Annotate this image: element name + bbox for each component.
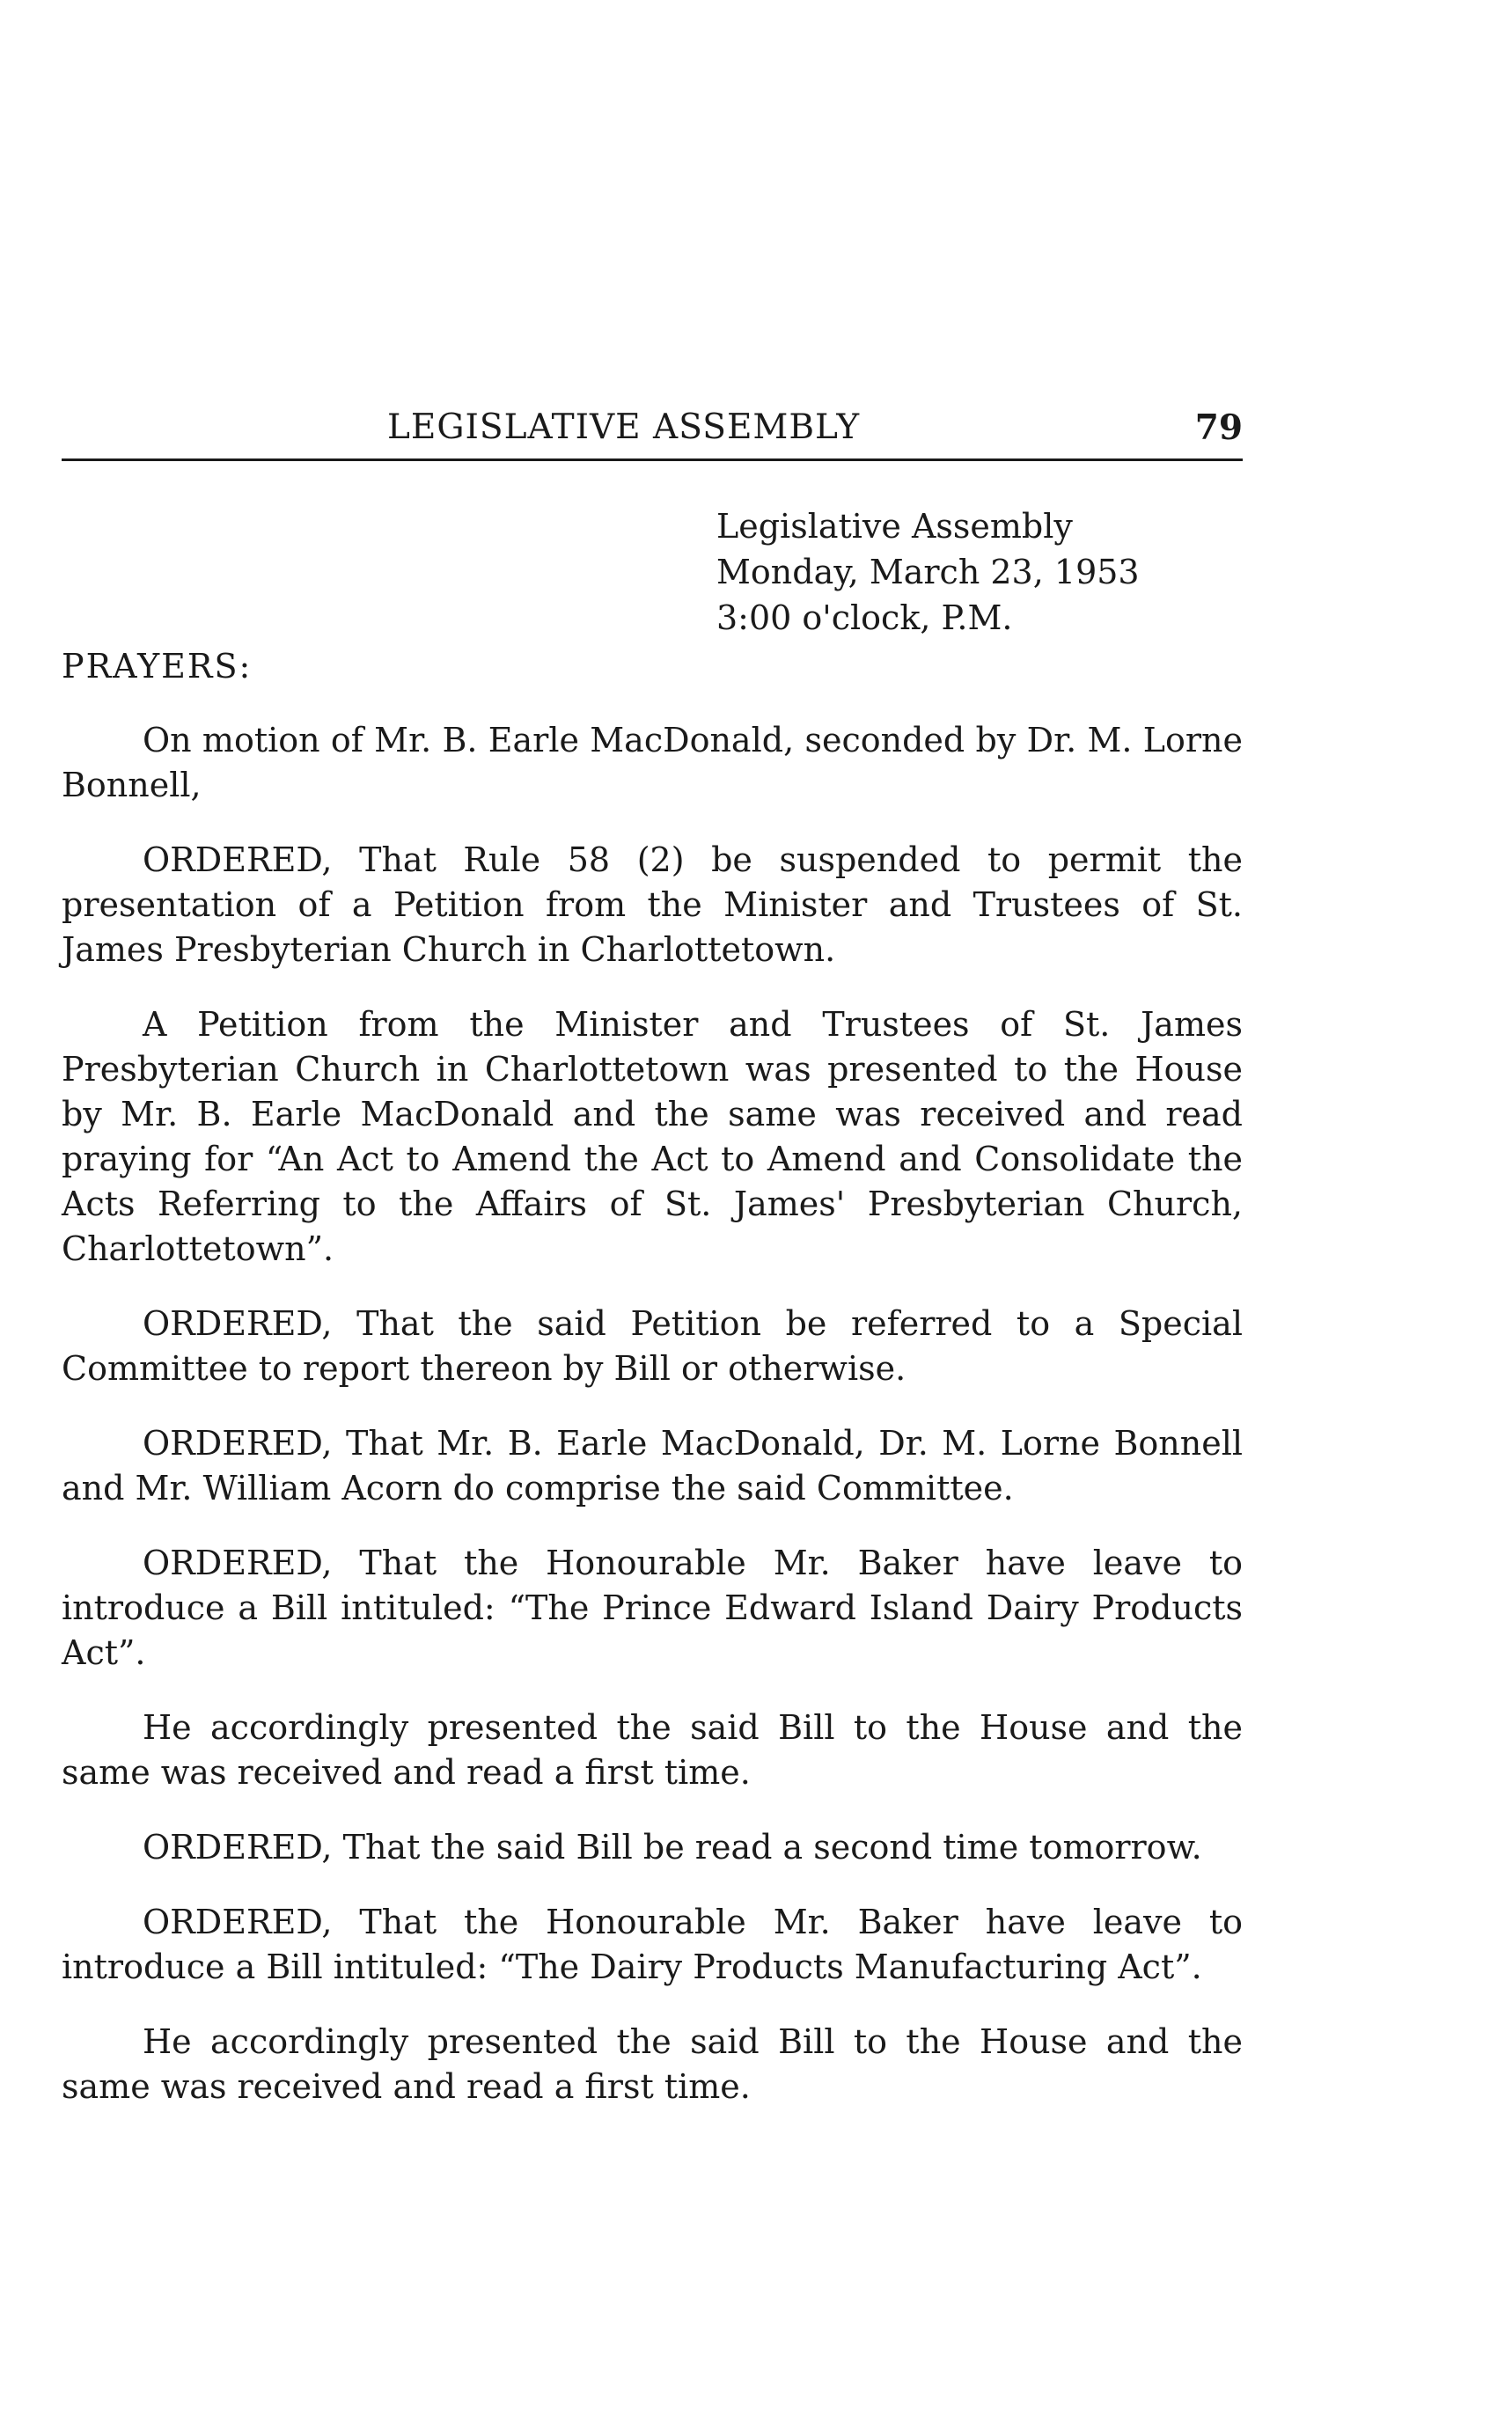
sitting-time: 3:00 o'clock, P.M.	[716, 598, 1013, 637]
paragraph-ordered-bill-2: ORDERED, That the Honourable Mr. Baker have leave to introduce a Bill intituled: “The Dairy Products Manufacturing Act”.	[62, 1903, 1243, 1986]
paragraph-ordered-bill-1: ORDERED, That the Honourable Mr. Baker have leave to introduce a Bill intituled: “The Prince Edward Island Dairy Products Act”.	[62, 1544, 1243, 1672]
paragraph-first-reading-2: He accordingly presented the said Bill to the House and the same was received and read a first time.	[62, 2022, 1243, 2106]
sitting-date: Monday, March 23, 1953	[716, 553, 1140, 591]
paragraph-motion: On motion of Mr. B. Earle MacDonald, seconded by Dr. M. Lorne Bonnell,	[62, 721, 1243, 804]
paragraph-petition: A Petition from the Minister and Trustees of St. James Presbyterian Church in Charlottetown was presented to the House by Mr. B. Earle MacDonald and the same was received and read praying for “An Act to Amend the Act to Amend and Consolidate the Acts Referring to the Affairs of St. James' Presbyterian Church, Charlottetown”.	[62, 1005, 1243, 1268]
sitting-body: Legislative Assembly	[716, 507, 1073, 546]
page-number: 79	[1194, 407, 1243, 448]
paragraph-ordered-committee: ORDERED, That Mr. B. Earle MacDonald, Dr. M. Lorne Bonnell and Mr. William Acorn do comprise the said Committee.	[62, 1424, 1243, 1507]
header-title: LEGISLATIVE ASSEMBLY	[387, 407, 861, 447]
paragraph-ordered-referral: ORDERED, That the said Petition be referred to a Special Committee to report thereon by Bill or otherwise.	[62, 1304, 1243, 1388]
running-header	[62, 400, 1243, 462]
paragraph-second-reading: ORDERED, That the said Bill be read a second time tomorrow.	[143, 1828, 1202, 1867]
prayers-heading: PRAYERS:	[62, 647, 253, 686]
paragraph-first-reading-1: He accordingly presented the said Bill to the House and the same was received and read a first time.	[62, 1708, 1243, 1792]
header-rule	[62, 458, 1243, 461]
proceedings-text	[62, 718, 1243, 2139]
sitting-info	[716, 503, 1140, 641]
paragraph-ordered-rule: ORDERED, That Rule 58 (2) be suspended to permit the presentation of a Petition from the Minister and Trustees of St. James Presbyterian Church in Charlottetown.	[62, 840, 1243, 969]
